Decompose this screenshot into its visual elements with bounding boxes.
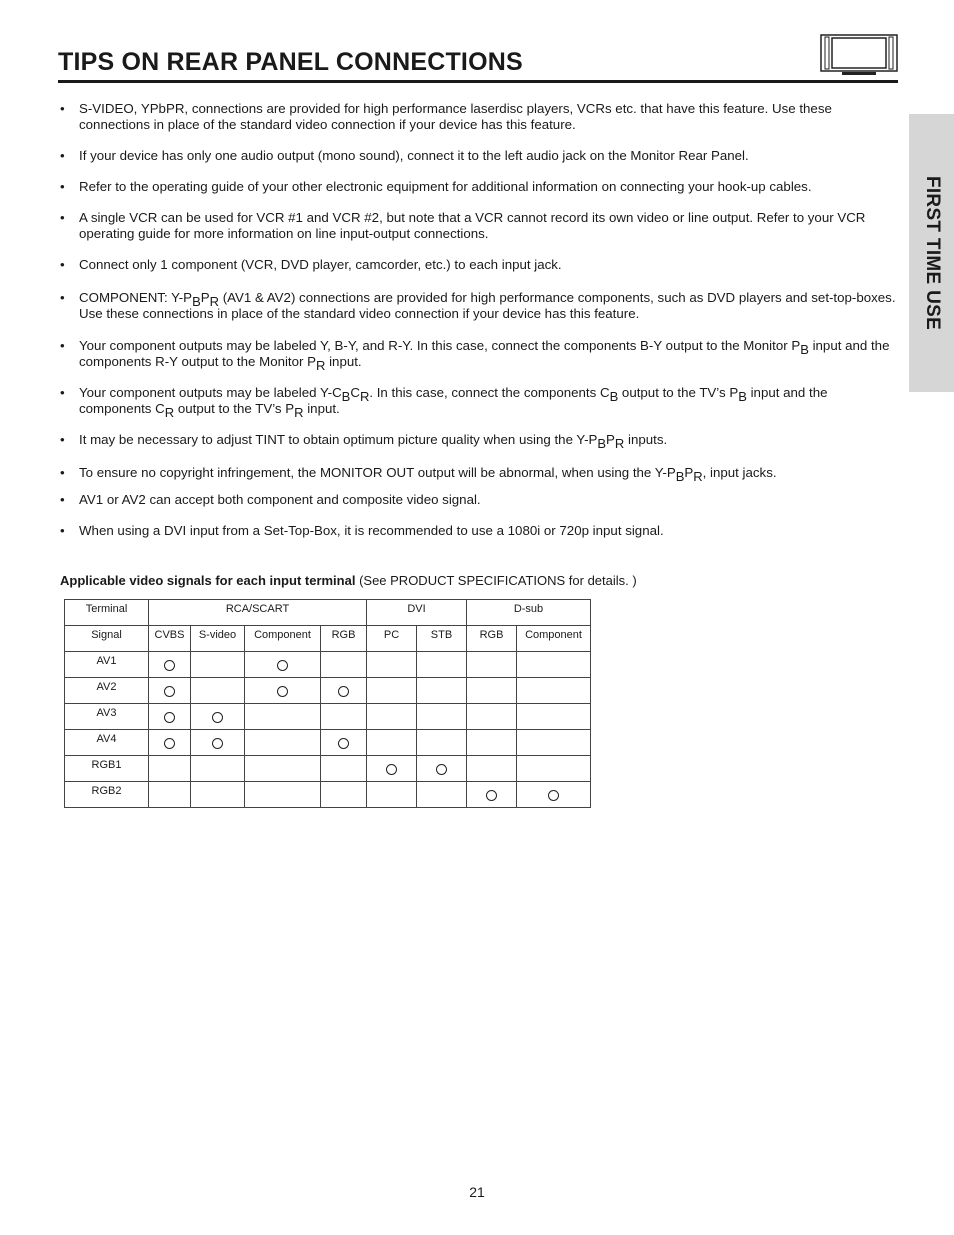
mark-cell: [191, 652, 245, 678]
mark-cell: [245, 652, 321, 678]
signal-header-cell: RGB: [467, 626, 517, 652]
mark-cell: [467, 782, 517, 808]
tip-text: Your component outputs may be labeled Y-C: [79, 385, 342, 400]
row-label-cell: RGB1: [65, 756, 149, 782]
tip-text: inputs.: [624, 432, 668, 447]
tip-text: If your device has only one audio output (mono sound), connect it to the left audio jack on the Monitor Rear Panel.: [79, 148, 749, 163]
mark-cell: [245, 782, 321, 808]
mark-cell: [517, 678, 591, 704]
side-tab-label: FIRST TIME USE: [921, 175, 943, 331]
row-label-cell: AV3: [65, 704, 149, 730]
page-number: 21: [469, 1184, 485, 1200]
table-header-row: [65, 600, 591, 626]
tip-text: P: [684, 465, 694, 480]
signal-header-cell: STB: [417, 626, 467, 652]
tip-text: input and the components R-Y output to the Monitor P: [79, 338, 890, 369]
mark-cell: [191, 704, 245, 730]
tip-item: [60, 148, 900, 164]
mark-cell: [517, 756, 591, 782]
tip-text: Your component outputs may be labeled Y, B-Y, and R-Y. In this case, connect the components B-Y output to the Monitor P: [79, 338, 801, 353]
circle-mark-icon: [164, 660, 175, 671]
signal-header-cell: Component: [517, 626, 591, 652]
tip-text: output to the TV’s P: [618, 385, 739, 400]
tip-subscript: R: [693, 469, 703, 484]
tip-text: It may be necessary to adjust TINT to obtain optimum picture quality when using the Y-P: [79, 432, 598, 447]
circle-mark-icon: [212, 738, 223, 749]
mark-cell: [417, 678, 467, 704]
tip-text: input.: [303, 401, 340, 416]
tip-item: [60, 290, 900, 322]
tip-text: C: [350, 385, 360, 400]
signals-heading: [60, 573, 637, 588]
mark-cell: [467, 678, 517, 704]
signal-header-cell: PC: [367, 626, 417, 652]
mark-cell: [149, 782, 191, 808]
tip-text: When using a DVI input from a Set-Top-Box, it is recommended to use a 1080i or 720p input signal.: [79, 523, 664, 538]
mark-cell: [321, 704, 367, 730]
group-header-cell: RCA/SCART: [149, 600, 367, 626]
mark-cell: [191, 782, 245, 808]
circle-mark-icon: [164, 738, 175, 749]
mark-cell: [149, 730, 191, 756]
mark-cell: [367, 782, 417, 808]
tip-subscript: B: [675, 469, 685, 484]
tip-item: [60, 385, 900, 420]
circle-mark-icon: [164, 712, 175, 723]
tip-subscript: B: [609, 389, 619, 404]
row-label-cell: AV4: [65, 730, 149, 756]
tip-item: [60, 523, 900, 539]
row-label-cell: AV1: [65, 652, 149, 678]
circle-mark-icon: [548, 790, 559, 801]
page-title: TIPS ON REAR PANEL CONNECTIONS: [58, 48, 523, 76]
tip-item: [60, 492, 900, 508]
table-row: [65, 730, 591, 756]
terminal-header-cell: Terminal: [65, 600, 149, 626]
mark-cell: [517, 730, 591, 756]
tip-subscript: R: [316, 358, 326, 373]
tip-text: (AV1 & AV2) connections are provided for high performance components, such as DVD players and set-top-boxes. Use these connections in place of the standard video connection if your device has this feature.: [79, 290, 896, 321]
circle-mark-icon: [277, 660, 288, 671]
mark-cell: [417, 730, 467, 756]
tip-text: . In this case, connect the components C: [369, 385, 610, 400]
tip-item: [60, 257, 900, 273]
tip-subscript: B: [341, 389, 351, 404]
circle-mark-icon: [164, 686, 175, 697]
circle-mark-icon: [486, 790, 497, 801]
signal-header-cell: Signal: [65, 626, 149, 652]
tip-item: [60, 432, 900, 451]
table-subheader-row: [65, 626, 591, 652]
tip-item: [60, 101, 900, 133]
mark-cell: [245, 730, 321, 756]
tip-subscript: B: [597, 436, 607, 451]
mark-cell: [367, 652, 417, 678]
signal-header-cell: RGB: [321, 626, 367, 652]
tip-text: A single VCR can be used for VCR #1 and VCR #2, but note that a VCR cannot record its own video or line output. Refer to your VCR operating guide for more information on line input-output connections.: [79, 210, 866, 241]
tip-text: input and the components C: [79, 385, 828, 416]
tip-text: To ensure no copyright infringement, the MONITOR OUT output will be abnormal, when using the Y-P: [79, 465, 676, 480]
mark-cell: [517, 652, 591, 678]
tip-text: S-VIDEO, YPbPR, connections are provided for high performance laserdisc players, VCRs etc. that have this feature. Use these connections in place of the standard video connection if your device has this feature.: [79, 101, 832, 132]
side-tab: [909, 114, 954, 392]
tip-subscript: B: [800, 342, 809, 357]
tip-subscript: R: [614, 436, 625, 451]
tip-text: AV1 or AV2 can accept both component and composite video signal.: [79, 492, 481, 507]
signal-header-cell: CVBS: [149, 626, 191, 652]
signal-header-cell: Component: [245, 626, 321, 652]
tip-text: output to the TV’s P: [174, 401, 295, 416]
tip-subscript: B: [738, 389, 747, 404]
mark-cell: [417, 652, 467, 678]
table-row: [65, 652, 591, 678]
mark-cell: [149, 678, 191, 704]
title-rule: [58, 80, 898, 83]
mark-cell: [517, 782, 591, 808]
mark-cell: [367, 704, 417, 730]
mark-cell: [517, 704, 591, 730]
mark-cell: [149, 704, 191, 730]
signals-heading-title: Applicable video signals for each input terminal: [60, 573, 356, 588]
row-label-cell: AV2: [65, 678, 149, 704]
group-header-cell: DVI: [367, 600, 467, 626]
mark-cell: [245, 704, 321, 730]
circle-mark-icon: [338, 738, 349, 749]
mark-cell: [467, 756, 517, 782]
mark-cell: [191, 756, 245, 782]
mark-cell: [321, 730, 367, 756]
tip-text: Connect only 1 component (VCR, DVD player, camcorder, etc.) to each input jack.: [79, 257, 562, 272]
circle-mark-icon: [436, 764, 447, 775]
group-header-cell: D-sub: [467, 600, 591, 626]
mark-cell: [367, 678, 417, 704]
mark-cell: [321, 678, 367, 704]
mark-cell: [321, 652, 367, 678]
tip-text: COMPONENT: Y-P: [79, 290, 193, 305]
mark-cell: [367, 730, 417, 756]
mark-cell: [191, 730, 245, 756]
signal-table: [64, 599, 591, 808]
tip-item: [60, 179, 900, 195]
tip-item: [60, 465, 900, 484]
mark-cell: [367, 756, 417, 782]
circle-mark-icon: [338, 686, 349, 697]
mark-cell: [417, 782, 467, 808]
tip-text: P: [200, 290, 210, 305]
tip-item: [60, 210, 900, 242]
mark-cell: [467, 704, 517, 730]
mark-cell: [149, 756, 191, 782]
tip-item: [60, 338, 900, 373]
tip-subscript: R: [164, 405, 175, 420]
tip-subscript: R: [294, 405, 304, 420]
tip-text: P: [606, 432, 615, 447]
tip-subscript: B: [192, 294, 201, 309]
table-row: [65, 756, 591, 782]
signals-heading-note: (See PRODUCT SPECIFICATIONS for details. ): [355, 573, 637, 588]
mark-cell: [417, 704, 467, 730]
tips-list: [60, 101, 900, 539]
circle-mark-icon: [277, 686, 288, 697]
table-row: [65, 678, 591, 704]
tip-text: Refer to the operating guide of your other electronic equipment for additional information on connecting your hook-up cables.: [79, 179, 812, 194]
tip-subscript: R: [209, 294, 219, 309]
mark-cell: [321, 782, 367, 808]
row-label-cell: RGB2: [65, 782, 149, 808]
table-row: [65, 782, 591, 808]
signal-header-cell: S-video: [191, 626, 245, 652]
mark-cell: [149, 652, 191, 678]
mark-cell: [321, 756, 367, 782]
table-row: [65, 704, 591, 730]
circle-mark-icon: [212, 712, 223, 723]
mark-cell: [245, 678, 321, 704]
mark-cell: [467, 730, 517, 756]
tip-subscript: R: [359, 389, 370, 404]
tip-text: input.: [325, 354, 362, 369]
mark-cell: [467, 652, 517, 678]
mark-cell: [191, 678, 245, 704]
circle-mark-icon: [386, 764, 397, 775]
tip-text: , input jacks.: [702, 465, 777, 480]
tv-icon: [820, 34, 898, 78]
mark-cell: [245, 756, 321, 782]
mark-cell: [417, 756, 467, 782]
